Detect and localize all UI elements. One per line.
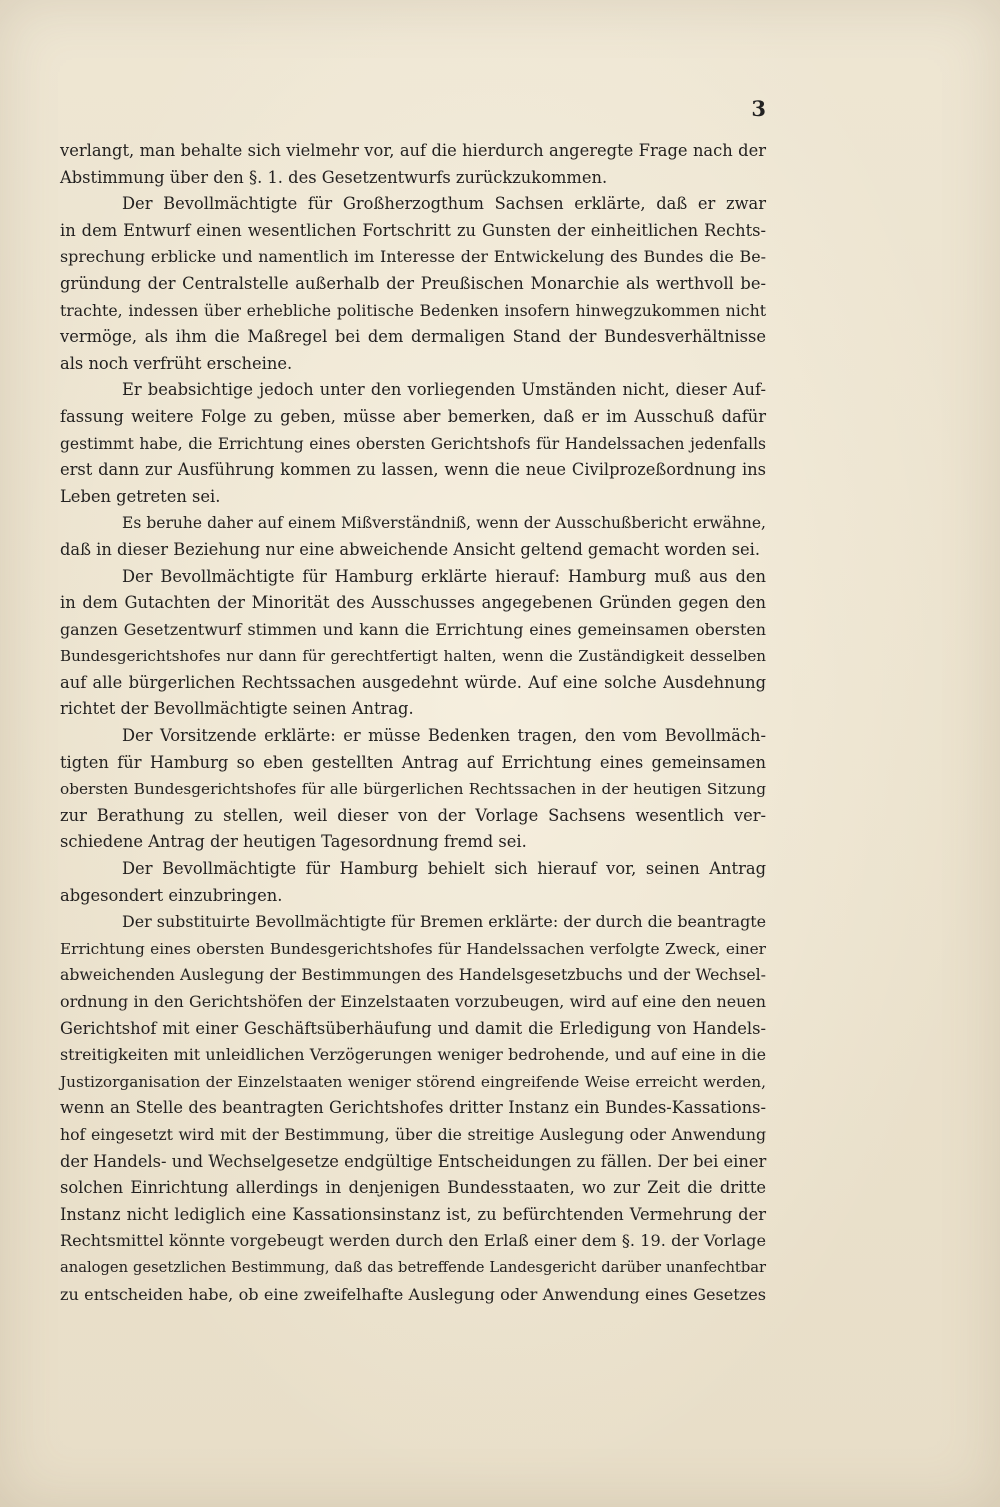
text-line: fassung weitere Folge zu geben, müsse aber bemerken, daß er im Ausschuß dafür xyxy=(60,406,766,426)
text-line: trachte, indessen über erhebliche politische Bedenken insofern hinwegzukommen nicht xyxy=(60,300,766,320)
text-line: obersten Bundesgerichtshofes für alle bürgerlichen Rechtssachen in der heutigen Sitzung xyxy=(60,780,766,799)
text-line: zur Berathung zu stellen, weil dieser von der Vorlage Sachsens wesentlich ver- xyxy=(60,805,766,825)
text-line: streitigkeiten mit unleidlichen Verzögerungen weniger bedrohende, und auf eine in die xyxy=(60,1045,766,1065)
text-line: schiedene Antrag der heutigen Tagesordnung fremd sei. xyxy=(60,832,527,852)
text-line: Er beabsichtige jedoch unter den vorliegenden Umständen nicht, dieser Auf- xyxy=(122,380,766,400)
text-line: ganzen Gesetzentwurf stimmen und kann die Errichtung eines gemeinsamen obersten xyxy=(60,619,766,639)
text-line: Der Bevollmächtigte für Hamburg erklärte hierauf: Hamburg muß aus den xyxy=(122,566,766,586)
text-line: abgesondert einzubringen. xyxy=(60,885,283,905)
text-line: der Handels- und Wechselgesetze endgültige Entscheidungen zu fällen. Der bei einer xyxy=(60,1151,767,1171)
text-line: solchen Einrichtung allerdings in denjenigen Bundesstaaten, wo zur Zeit die dritte xyxy=(60,1178,766,1198)
text-line: Der Bevollmächtigte für Hamburg behielt sich hierauf vor, seinen Antrag xyxy=(122,859,766,879)
text-line: Es beruhe daher auf einem Mißverständniß, wenn der Ausschußbericht erwähne, xyxy=(122,514,766,533)
text-line: richtet der Bevollmächtigte seinen Antrag. xyxy=(60,699,414,719)
text-line: abweichenden Auslegung der Bestimmungen des Handelsgesetzbuchs und der Wechsel- xyxy=(60,965,766,985)
text-line: verlangt, man behalte sich vielmehr vor, auf die hierdurch angeregte Frage nach der xyxy=(60,141,766,160)
text-line: Justizorganisation der Einzelstaaten weniger störend eingreifende Weise erreicht werden, xyxy=(60,1072,766,1091)
page-number: 3 xyxy=(751,96,766,121)
text-line: sprechung erblicke und namentlich im Interesse der Entwickelung des Bundes die Be- xyxy=(60,247,766,267)
text-line: wenn an Stelle des beantragten Gerichtshofes dritter Instanz ein Bundes-Kassations- xyxy=(60,1098,766,1118)
text-line: in dem Gutachten der Minorität des Ausschusses angegebenen Gründen gegen den xyxy=(60,593,766,613)
text-line: analogen gesetzlichen Bestimmung, daß das betreffende Landesgericht darüber unanfechtbar xyxy=(60,1258,766,1276)
text-line: ordnung in den Gerichtshöfen der Einzelstaaten vorzubeugen, wird auf eine den neuen xyxy=(60,992,766,1011)
text-line: tigten für Hamburg so eben gestellten Antrag auf Errichtung eines gemeinsamen xyxy=(60,752,766,772)
text-line: erst dann zur Ausführung kommen zu lassen, wenn die neue Civilprozeßordnung ins xyxy=(60,460,766,480)
text-line: Instanz nicht lediglich eine Kassationsinstanz ist, zu befürchtenden Vermehrung der xyxy=(60,1204,766,1224)
text-line: gestimmt habe, die Errichtung eines obersten Gerichtshofs für Handelssachen jedenfalls xyxy=(60,434,766,453)
text-line: Gerichtshof mit einer Geschäftsüberhäufung und damit die Erledigung von Handels- xyxy=(60,1018,766,1038)
text-line: Abstimmung über den §. 1. des Gesetzentwurfs zurückzukommen. xyxy=(60,167,608,187)
text-line: vermöge, als ihm die Maßregel bei dem dermaligen Stand der Bundesverhältnisse xyxy=(60,327,766,347)
text-line: daß in dieser Beziehung nur eine abweichende Ansicht geltend gemacht worden sei. xyxy=(60,539,761,559)
text-line: hof eingesetzt wird mit der Bestimmung, über die streitige Auslegung oder Anwendung xyxy=(60,1124,766,1144)
text-line: Bundesgerichtshofes nur dann für gerechtfertigt halten, wenn die Zuständigkeit desselben xyxy=(60,647,766,666)
text-line: gründung der Centralstelle außerhalb der Preußischen Monarchie als werthvoll be- xyxy=(60,273,766,293)
text-line: zu entscheiden habe, ob eine zweifelhafte Auslegung oder Anwendung eines Gesetzes xyxy=(60,1284,766,1304)
text-line: als noch verfrüht erscheine. xyxy=(60,353,293,373)
body-text xyxy=(60,138,766,1308)
text-line: Rechtsmittel könnte vorgebeugt werden durch den Erlaß einer dem §. 19. der Vorlage xyxy=(60,1231,766,1251)
text-line: in dem Entwurf einen wesentlichen Fortschritt zu Gunsten der einheitlichen Rechts- xyxy=(60,220,766,240)
text-line: Der Vorsitzende erklärte: er müsse Bedenken tragen, den vom Bevollmäch- xyxy=(122,726,766,746)
text-line: auf alle bürgerlichen Rechtssachen ausgedehnt würde. Auf eine solche Ausdehnung xyxy=(60,672,766,692)
text-line: Der Bevollmächtigte für Großherzogthum Sachsen erklärte, daß er zwar xyxy=(122,194,766,214)
text-line: Leben getreten sei. xyxy=(60,486,221,506)
text-line: Errichtung eines obersten Bundesgerichtshofes für Handelssachen verfolgte Zweck, einer xyxy=(60,939,766,958)
text-line: Der substituirte Bevollmächtigte für Bremen erklärte: der durch die beantragte xyxy=(122,912,767,932)
